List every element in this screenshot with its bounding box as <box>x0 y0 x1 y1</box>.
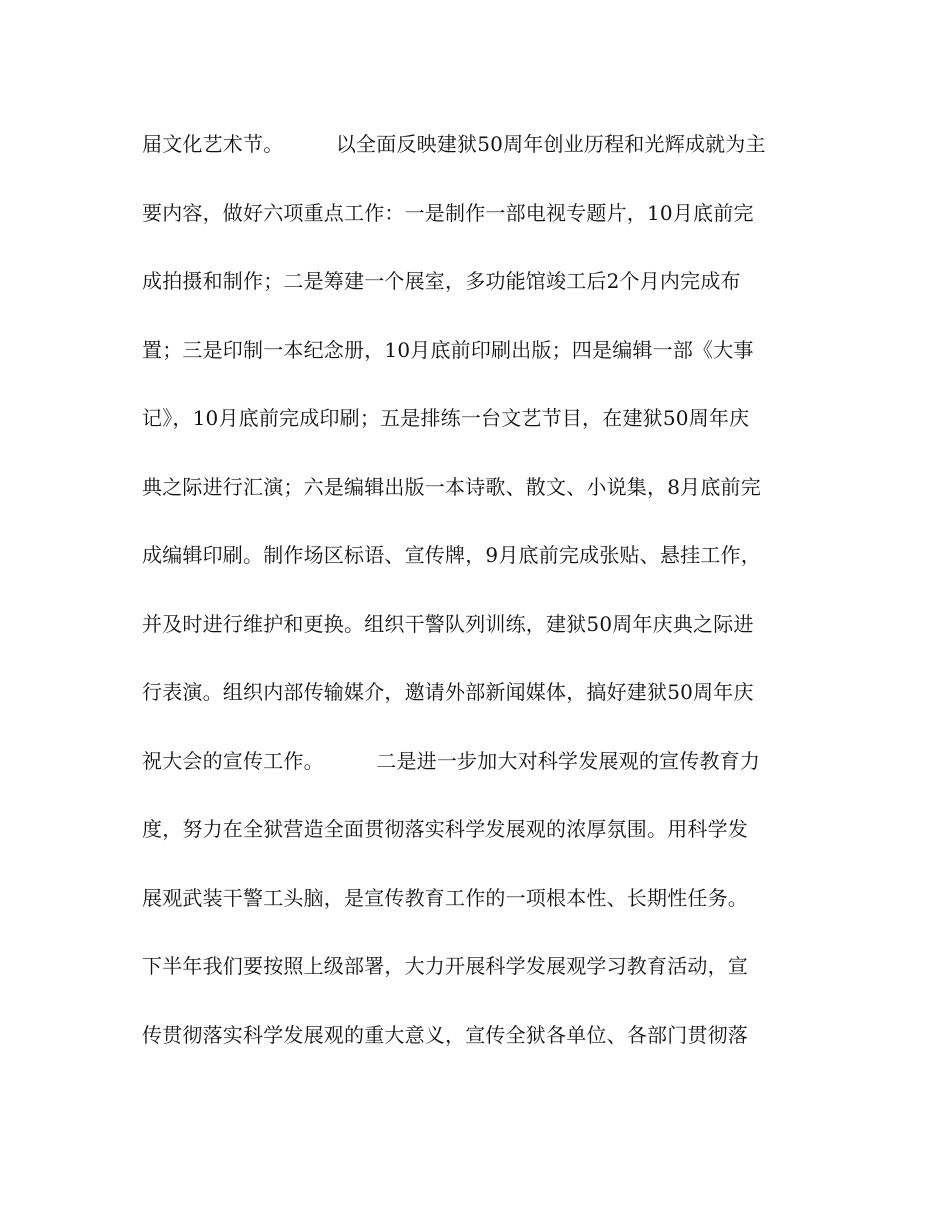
text-line: 展观武装干警工头脑，是宣传教育工作的一项根本性、长期性任务。 <box>142 885 748 910</box>
text-line: 行表演。组织内部传输媒介，邀请外部新闻媒体，搞好建狱50周年庆 <box>142 680 754 704</box>
text-line: 成拍摄和制作；二是筹建一个展室，多功能馆竣工后2个月内完成布 <box>142 269 741 293</box>
text-line: 下半年我们要按照上级部署，大力开展科学发展观学习教育活动，宣 <box>142 954 748 978</box>
text-line: 记》，10月底前完成印刷；五是排练一台文艺节目，在建狱50周年庆 <box>142 406 750 430</box>
text-line: 置；三是印制一本纪念册，10月底前印刷出版；四是编辑一部《大事 <box>142 337 754 362</box>
text-line: 典之际进行汇演；六是编辑出版一本诗歌、散文、小说集，8月底前完 <box>142 474 761 499</box>
text-line: 届文化艺术节。 以全面反映建狱50周年创业历程和光辉成就为主 <box>142 132 766 156</box>
text-line: 并及时进行维护和更换。组织干警队列训练，建狱50周年庆典之际进 <box>142 611 754 636</box>
text-line: 祝大会的宣传工作。 二是进一步加大对科学发展观的宣传教育力 <box>142 748 761 773</box>
document-body-text <box>142 122 822 1081</box>
text-line: 成编辑印刷。制作场区标语、宣传牌，9月底前完成张贴、悬挂工作， <box>142 543 761 567</box>
text-line: 要内容，做好六项重点工作：一是制作一部电视专题片，10月底前完 <box>142 200 754 225</box>
text-line: 度，努力在全狱营造全面贯彻落实科学发展观的浓厚氛围。用科学发 <box>142 817 748 841</box>
text-line: 传贯彻落实科学发展观的重大意义，宣传全狱各单位、各部门贯彻落 <box>142 1022 748 1047</box>
